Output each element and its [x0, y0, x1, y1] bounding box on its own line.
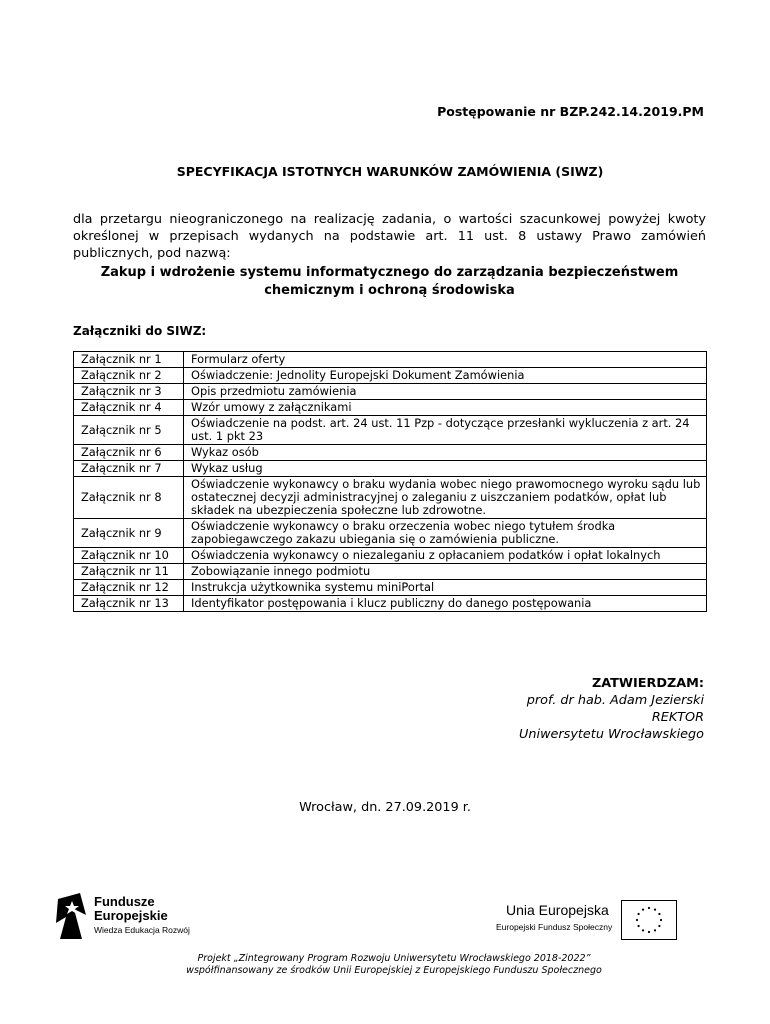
attachment-number: Załącznik nr 8: [74, 477, 184, 519]
attachment-description: Formularz oferty: [184, 352, 707, 368]
attachment-description: Oświadczenie wykonawcy o braku orzeczenia wobec niego tytułem środka zapobiegawczego zakazu ubiegania się o zamówienia publiczne.: [184, 519, 707, 548]
eu-star: [642, 909, 644, 911]
attachment-number: Załącznik nr 10: [74, 548, 184, 564]
attachment-number: Załącznik nr 3: [74, 384, 184, 400]
attachment-number: Załącznik nr 5: [74, 416, 184, 445]
attachment-description: Wykaz usług: [184, 461, 707, 477]
eu-fund-name: Europejski Fundusz Społeczny: [496, 922, 613, 932]
eu-star: [638, 913, 640, 915]
table-row: [74, 519, 707, 548]
contract-subject-line-1: Zakup i wdrożenie systemu informatycznego do zarządzania bezpieczeństwem: [100, 265, 679, 280]
attachment-number: Załącznik nr 6: [74, 445, 184, 461]
eu-star: [638, 925, 640, 927]
eu-logo-text: [496, 902, 616, 932]
attachment-number: Załącznik nr 4: [74, 400, 184, 416]
attachment-number: Załącznik nr 7: [74, 461, 184, 477]
contract-subject-line-2: chemicznym i ochroną środowiska: [264, 283, 515, 298]
attachment-description: Instrukcja użytkownika systemu miniPortal: [184, 580, 707, 596]
attachment-description: Oświadczenie na podst. art. 24 ust. 11 Pzp - dotyczące przesłanki wykluczenia z art. 24 ust. 1 pkt 23: [184, 416, 707, 445]
footer-line-1: Projekt „Zintegrowany Program Rozwoju Uniwersytetu Wrocławskiego 2018-2022”: [197, 953, 591, 964]
fe-name: [94, 895, 168, 923]
table-row: [74, 461, 707, 477]
eu-star: [658, 925, 660, 927]
approver-role: REKTOR: [651, 710, 704, 725]
attachment-number: Załącznik nr 13: [74, 596, 184, 612]
approval-block: [519, 675, 704, 743]
table-row: [74, 580, 707, 596]
attachment-number: Załącznik nr 9: [74, 519, 184, 548]
attachments-heading: Załączniki do SIWZ:: [73, 324, 207, 338]
table-row: [74, 596, 707, 612]
document-title: SPECYFIKACJA ISTOTNYCH WARUNKÓW ZAMÓWIENIA (SIWZ): [176, 164, 604, 179]
attachment-description: Wykaz osób: [184, 445, 707, 461]
approval-heading: ZATWIERDZAM:: [591, 676, 704, 691]
eu-star: [654, 909, 656, 911]
approver-institution: Uniwersytetu Wrocławskiego: [519, 727, 704, 742]
table-row: [74, 564, 707, 580]
attachment-description: Opis przedmiotu zamówienia: [184, 384, 707, 400]
procedure-reference: Postępowanie nr BZP.242.14.2019.PM: [437, 104, 704, 119]
contract-subject: [73, 264, 706, 300]
table-row: [74, 416, 707, 445]
fundusze-europejskie-logo: [56, 893, 216, 943]
document-date: Wrocław, dn. 27.09.2019 r.: [299, 800, 471, 815]
fe-name-line-1: Fundusze: [94, 894, 155, 909]
attachment-description: Oświadczenie: Jednolity Europejski Dokument Zamówienia: [184, 368, 707, 384]
attachment-number: Załącznik nr 1: [74, 352, 184, 368]
table-row: [74, 477, 707, 519]
fe-tagline: Wiedza Edukacja Rozwój: [94, 925, 190, 935]
eu-flag-icon: [621, 900, 677, 940]
attachment-description: Identyfikator postępowania i klucz publiczny do danego postępowania: [184, 596, 707, 612]
table-row: [74, 400, 707, 416]
table-row: [74, 352, 707, 368]
eu-star: [648, 907, 650, 909]
attachment-number: Załącznik nr 2: [74, 368, 184, 384]
attachment-number: Załącznik nr 12: [74, 580, 184, 596]
project-footer: [0, 953, 770, 977]
attachment-description: Oświadczenie wykonawcy o braku wydania wobec niego prawomocnego wyroku sądu lub ostatecznej decyzji administracyjnej o zaleganiu z uiszczaniem podatków, opłat lub składek na ubezpieczenia społeczne lub zdrowotne.: [184, 477, 707, 519]
eu-stars-circle: [622, 901, 676, 939]
eu-name: Unia Europejska: [506, 902, 609, 918]
intro-paragraph: dla przetargu nieograniczonego na realizację zadania, o wartości szacunkowej powyżej kwoty określonej w przepisach wydanych na podstawie art. 11 ust. 8 ustawy Prawo zamówień publicznych, pod nazwą:: [73, 212, 706, 261]
table-row: [74, 548, 707, 564]
eu-star: [636, 919, 638, 921]
eu-star: [648, 931, 650, 933]
fundusze-europejskie-star-icon: [56, 893, 88, 941]
table-row: [74, 368, 707, 384]
table-row: [74, 445, 707, 461]
eu-star: [660, 919, 662, 921]
eu-star: [642, 929, 644, 931]
attachment-description: Oświadczenia wykonawcy o niezaleganiu z opłacaniem podatków i opłat lokalnych: [184, 548, 707, 564]
attachment-number: Załącznik nr 11: [74, 564, 184, 580]
approver-name: prof. dr hab. Adam Jezierski: [526, 693, 704, 708]
table-row: [74, 384, 707, 400]
attachment-description: Zobowiązanie innego podmiotu: [184, 564, 707, 580]
attachment-description: Wzór umowy z załącznikami: [184, 400, 707, 416]
fe-name-line-2: Europejskie: [94, 908, 168, 923]
eu-star: [658, 913, 660, 915]
footer-line-2: współfinansowany ze środków Unii Europejskiej z Europejskiego Funduszu Społecznego: [186, 965, 602, 976]
eu-star: [654, 929, 656, 931]
attachments-table: [73, 351, 707, 612]
